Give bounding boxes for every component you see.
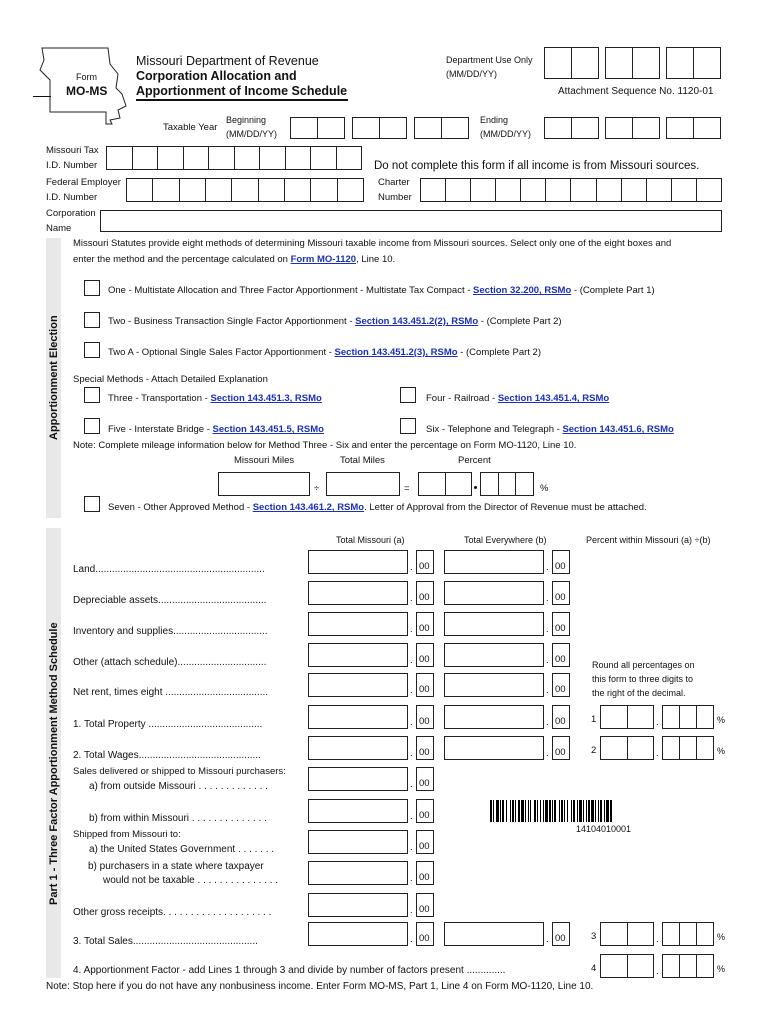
- method-seven-text: Seven - Other Approved Method -: [108, 502, 253, 513]
- total-wages-everywhere-cents-text: 00: [555, 747, 566, 758]
- method-seven-label: [108, 503, 647, 514]
- pct-row-1-number: 1: [591, 714, 597, 725]
- inventory-label: Inventory and supplies..................................: [73, 626, 268, 637]
- election-intro-2: [73, 255, 395, 266]
- other-schedule-missouri-decimal: .: [410, 655, 413, 666]
- method-three-label: [108, 394, 322, 405]
- sales-within-mo-missouri-cents-text: 00: [419, 810, 430, 821]
- net-rent-missouri-cents-text: 00: [419, 684, 430, 695]
- decimal-point: [474, 486, 477, 489]
- method-seven-post: . Letter of Approval from the Director of Revenue must be attached.: [364, 502, 647, 513]
- ship-not-taxable-missouri-cents-text: 00: [419, 872, 430, 883]
- total-sales-missouri-cents-text: 00: [419, 933, 430, 944]
- missouri-miles-label: Missouri Miles: [234, 455, 295, 466]
- ship-not-taxable-missouri-decimal: .: [410, 873, 413, 884]
- method-three-text: Three - Transportation -: [108, 393, 211, 404]
- total-sales-everywhere-cents-text: 00: [555, 933, 566, 944]
- total-sales-missouri-input[interactable]: [308, 922, 408, 946]
- col-a-header: Total Missouri (a): [336, 535, 405, 545]
- sales-outside-mo-missouri-input[interactable]: [308, 767, 408, 791]
- other-schedule-everywhere-decimal: .: [546, 655, 549, 666]
- method-six-label: [426, 425, 674, 436]
- depreciable-assets-missouri-cents-text: 00: [419, 592, 430, 603]
- charter-label-1: Charter: [378, 177, 410, 188]
- method-two-label: [108, 317, 562, 328]
- total-sales-percent-decimal: .: [656, 934, 659, 945]
- election-intro-1: Missouri Statutes provide eight methods of determining Missouri taxable income from Missouri sources. Select only one of the eight boxes and: [73, 238, 672, 249]
- total-wages-percent-sign: %: [717, 746, 726, 756]
- mileage-percent-whole[interactable]: [418, 472, 472, 496]
- inventory-missouri-input[interactable]: [308, 612, 408, 636]
- sales-within-mo-missouri-decimal: .: [410, 811, 413, 822]
- total-wages-percent-decimal: .: [656, 748, 659, 759]
- total-property-everywhere-input[interactable]: [444, 705, 544, 729]
- total-property-everywhere-cents-text: 00: [555, 716, 566, 727]
- total-wages-percent-whole[interactable]: [600, 736, 654, 760]
- special-methods-label: Special Methods - Attach Detailed Explanation: [73, 374, 268, 385]
- total-sales-missouri-decimal: .: [410, 934, 413, 945]
- sales-outside-mo-missouri-cents-text: 00: [419, 778, 430, 789]
- total-property-missouri-decimal: .: [410, 717, 413, 728]
- election-side-label: Apportionment Election: [48, 315, 60, 440]
- divide-sign: ÷: [314, 483, 320, 494]
- ship-not-taxable-missouri-input[interactable]: [308, 861, 408, 885]
- net-rent-everywhere-decimal: .: [546, 685, 549, 696]
- apportionment-factor-percent-sign: %: [717, 964, 726, 974]
- land-everywhere-cents-text: 00: [555, 561, 566, 572]
- total-property-percent-fraction[interactable]: [662, 705, 714, 729]
- method-five-checkbox[interactable]: [84, 418, 100, 434]
- depreciable-assets-missouri-input[interactable]: [308, 581, 408, 605]
- beginning-label: Beginning: [226, 115, 267, 125]
- land-everywhere-input[interactable]: [444, 550, 544, 574]
- charter-label-2: Number: [378, 192, 412, 203]
- inventory-everywhere-decimal: .: [546, 624, 549, 635]
- total-miles-label: Total Miles: [340, 455, 385, 466]
- corporation-name-input[interactable]: [100, 210, 722, 232]
- method-two-a-label: [108, 348, 541, 359]
- form-label: Form: [76, 72, 97, 82]
- beginning-year-input[interactable]: [414, 117, 469, 139]
- depreciable-assets-missouri-decimal: .: [410, 593, 413, 604]
- land-label: Land.............................................................: [73, 564, 265, 575]
- method-one-checkbox[interactable]: [84, 280, 100, 296]
- land-missouri-cents-text: 00: [419, 561, 430, 572]
- fein-input[interactable]: [126, 178, 364, 202]
- all-missouri-notice: Do not complete this form if all income is from Missouri sources.: [374, 160, 700, 172]
- fein-label-2: I.D. Number: [46, 192, 98, 203]
- other-schedule-everywhere-cents-text: 00: [555, 654, 566, 665]
- total-sales-label: 3. Total Sales.............................................: [73, 936, 258, 947]
- net-rent-everywhere-cents-text: 00: [555, 684, 566, 695]
- sales-outside-mo-header: Sales delivered or shipped to Missouri purchasers:: [73, 766, 286, 777]
- dept-use-year[interactable]: [666, 47, 721, 79]
- depreciable-assets-everywhere-cents-text: 00: [555, 592, 566, 603]
- total-property-missouri-cents-text: 00: [419, 716, 430, 727]
- sales-outside-mo-missouri-decimal: .: [410, 779, 413, 790]
- mo-tax-id-label-1: Missouri Tax: [46, 145, 99, 156]
- total-wages-percent-fraction[interactable]: [662, 736, 714, 760]
- department-name: Missouri Department of Revenue: [136, 54, 319, 68]
- section-143451-4-link[interactable]: Section 143.451.4, RSMo: [497, 393, 610, 404]
- apportionment-factor-percent-whole[interactable]: [600, 954, 654, 978]
- pct-row-3-number: 3: [591, 931, 597, 942]
- other-gross-receipts-missouri-cents-text: 00: [419, 904, 430, 915]
- method-four-text: Four - Railroad -: [426, 393, 498, 404]
- ending-format: (MM/DD/YY): [480, 129, 531, 139]
- section-143451-2-3-link[interactable]: Section 143.451.2(3), RSMo: [334, 347, 458, 358]
- percent-sign: %: [540, 483, 549, 494]
- ship-us-gov-header: Shipped from Missouri to:: [73, 829, 181, 840]
- dept-use-day[interactable]: [605, 47, 660, 79]
- method-four-label: [426, 394, 609, 405]
- total-sales-percent-sign: %: [717, 932, 726, 942]
- sales-within-mo-missouri-input[interactable]: [308, 799, 408, 823]
- ending-month-input[interactable]: [544, 117, 599, 139]
- apportionment-factor-percent-decimal: .: [656, 966, 659, 977]
- total-sales-percent-whole[interactable]: [600, 922, 654, 946]
- land-everywhere-decimal: .: [546, 562, 549, 573]
- ending-day-input[interactable]: [605, 117, 660, 139]
- method-two-a-text: Two A - Optional Single Sales Factor Apportionment -: [108, 347, 335, 358]
- part1-side-label: Part 1 - Three Factor Apportionment Method Schedule: [48, 622, 60, 905]
- missouri-miles-input[interactable]: [218, 472, 310, 496]
- ship-us-gov-missouri-cents-text: 00: [419, 841, 430, 852]
- total-wages-missouri-decimal: .: [410, 748, 413, 759]
- other-gross-receipts-missouri-input[interactable]: [308, 893, 408, 917]
- net-rent-label: Net rent, times eight .....................................: [73, 687, 269, 698]
- ship-us-gov-label: a) the United States Government . . . . . . .: [89, 844, 275, 855]
- form-id: MO-MS: [66, 84, 108, 98]
- total-wages-label: 2. Total Wages............................................: [73, 750, 261, 761]
- method-one-text: One - Multistate Allocation and Three Factor Apportionment - Multistate Tax Compact -: [108, 285, 474, 296]
- col-c-header: Percent within Missouri (a) ÷(b): [586, 535, 711, 545]
- total-property-percent-whole[interactable]: [600, 705, 654, 729]
- mo-tax-id-input[interactable]: [106, 146, 362, 170]
- beginning-month-input[interactable]: [290, 117, 345, 139]
- method-one-label: [108, 286, 655, 297]
- total-sales-everywhere-input[interactable]: [444, 922, 544, 946]
- col-b-header: Total Everywhere (b): [464, 535, 547, 545]
- total-property-missouri-input[interactable]: [308, 705, 408, 729]
- depreciable-assets-everywhere-input[interactable]: [444, 581, 544, 605]
- depreciable-assets-everywhere-decimal: .: [546, 593, 549, 604]
- inventory-missouri-decimal: .: [410, 624, 413, 635]
- beginning-format: (MM/DD/YY): [226, 129, 277, 139]
- barcode-number: 14104010001: [576, 824, 632, 834]
- ship-not-taxable-label-1: b) purchasers in a state where taxpayer: [88, 861, 264, 872]
- method-six-checkbox[interactable]: [400, 418, 416, 434]
- corp-name-label-2: Name: [46, 223, 72, 234]
- method-one-post: - (Complete Part 1): [571, 285, 655, 296]
- ship-us-gov-missouri-decimal: .: [410, 842, 413, 853]
- total-sales-percent-fraction[interactable]: [662, 922, 714, 946]
- form-title-line1: Corporation Allocation and: [136, 69, 297, 83]
- sales-within-mo-label: b) from within Missouri . . . . . . . . . . . . . .: [89, 813, 267, 824]
- ship-not-taxable-label: would not be taxable . . . . . . . . . . . . . . .: [103, 875, 279, 886]
- beginning-day-input[interactable]: [352, 117, 407, 139]
- total-wages-everywhere-decimal: .: [546, 748, 549, 759]
- method-two-a-checkbox[interactable]: [84, 342, 100, 358]
- form-title-line2: Apportionment of Income Schedule: [136, 84, 348, 98]
- net-rent-missouri-decimal: .: [410, 685, 413, 696]
- footer-note: Note: Stop here if you do not have any nonbusiness income. Enter Form MO-MS, Part 1, Line 4 on Form MO-1120, Line 10.: [46, 981, 594, 992]
- dept-use-format: (MM/DD/YY): [446, 69, 497, 79]
- fein-label-1: Federal Employer: [46, 177, 121, 188]
- depreciable-assets-label: Depreciable assets.......................................: [73, 595, 267, 606]
- dept-use-month[interactable]: [544, 47, 599, 79]
- apportionment-factor-label: 4. Apportionment Factor - add Lines 1 through 3 and divide by number of factors present ..............: [73, 965, 506, 976]
- section-143451-2-2-link[interactable]: Section 143.451.2(2), RSMo: [355, 316, 479, 327]
- total-wages-everywhere-input[interactable]: [444, 736, 544, 760]
- section-143451-5-link[interactable]: Section 143.451.5, RSMo: [212, 424, 324, 435]
- form-mo1120-link[interactable]: Form MO-1120: [290, 254, 357, 265]
- pct-row-2-number: 2: [591, 745, 597, 756]
- total-property-percent-sign: %: [717, 715, 726, 725]
- attachment-sequence: Attachment Sequence No. 1120-01: [558, 86, 714, 97]
- land-missouri-decimal: .: [410, 562, 413, 573]
- net-rent-missouri-input[interactable]: [308, 673, 408, 697]
- inventory-everywhere-cents-text: 00: [555, 623, 566, 634]
- net-rent-everywhere-input[interactable]: [444, 673, 544, 697]
- round-note-1: Round all percentages on: [592, 660, 695, 670]
- section-143451-6-link[interactable]: Section 143.451.6, RSMo: [562, 424, 674, 435]
- apportionment-factor-percent-fraction[interactable]: [662, 954, 714, 978]
- other-schedule-missouri-input[interactable]: [308, 643, 408, 667]
- taxable-year-label: Taxable Year: [163, 122, 218, 133]
- sales-outside-mo-label: a) from outside Missouri . . . . . . . . . . . . .: [89, 781, 268, 792]
- total-wages-missouri-cents-text: 00: [419, 747, 430, 758]
- section-32200-link[interactable]: Section 32.200, RSMo: [473, 285, 572, 296]
- round-note-2: this form to three digits to: [592, 674, 694, 684]
- mileage-note: Note: Complete mileage information below for Method Three - Six and enter the percentage on Form MO-1120, Line 10.: [73, 440, 577, 451]
- barcode: [490, 800, 722, 822]
- total-miles-input[interactable]: [326, 472, 400, 496]
- method-two-post: - (Complete Part 2): [478, 316, 562, 327]
- round-note-3: the right of the decimal.: [592, 688, 686, 698]
- method-three-checkbox[interactable]: [84, 387, 100, 403]
- method-six-text: Six - Telephone and Telegraph -: [426, 424, 563, 435]
- inventory-missouri-cents-text: 00: [419, 623, 430, 634]
- section-143451-3-link[interactable]: Section 143.451.3, RSMo: [210, 393, 322, 404]
- percent-label: Percent: [458, 455, 491, 466]
- total-property-label: 1. Total Property .........................................: [73, 719, 263, 730]
- charter-number-input[interactable]: [420, 178, 722, 202]
- total-property-everywhere-decimal: .: [546, 717, 549, 728]
- method-two-checkbox[interactable]: [84, 312, 100, 328]
- method-five-text: Five - Interstate Bridge -: [108, 424, 213, 435]
- other-schedule-everywhere-input[interactable]: [444, 643, 544, 667]
- other-gross-receipts-missouri-decimal: .: [410, 905, 413, 916]
- section-143461-2-link[interactable]: Section 143.461.2, RSMo: [252, 502, 365, 513]
- corp-name-label-1: Corporation: [46, 208, 96, 219]
- dept-use-label: Department Use Only: [446, 55, 533, 65]
- ending-label: Ending: [480, 115, 509, 125]
- equals-sign: =: [404, 483, 410, 494]
- other-schedule-missouri-cents-text: 00: [419, 654, 430, 665]
- method-two-a-post: - (Complete Part 2): [457, 347, 541, 358]
- intro-text-end: , Line 10.: [356, 254, 396, 265]
- mo-tax-id-label-2: I.D. Number: [46, 160, 98, 171]
- method-five-label: [108, 425, 324, 436]
- intro-text: enter the method and the percentage calculated on: [73, 254, 291, 265]
- method-two-text: Two - Business Transaction Single Factor Apportionment -: [108, 316, 356, 327]
- method-four-checkbox[interactable]: [400, 387, 416, 403]
- other-schedule-label: Other (attach schedule)................................: [73, 657, 267, 668]
- ending-year-input[interactable]: [666, 117, 721, 139]
- total-wages-missouri-input[interactable]: [308, 736, 408, 760]
- method-seven-checkbox[interactable]: [84, 496, 100, 512]
- total-sales-everywhere-decimal: .: [546, 934, 549, 945]
- total-property-percent-decimal: .: [656, 717, 659, 728]
- mileage-percent-decimal[interactable]: [480, 472, 534, 496]
- header-dash: [33, 96, 51, 97]
- ship-us-gov-missouri-input[interactable]: [308, 830, 408, 854]
- inventory-everywhere-input[interactable]: [444, 612, 544, 636]
- title-underline: [136, 99, 348, 101]
- land-missouri-input[interactable]: [308, 550, 408, 574]
- pct-row-4-number: 4: [591, 963, 597, 974]
- other-gross-receipts-label: Other gross receipts. . . . . . . . . . . . . . . . . . . .: [73, 907, 272, 918]
